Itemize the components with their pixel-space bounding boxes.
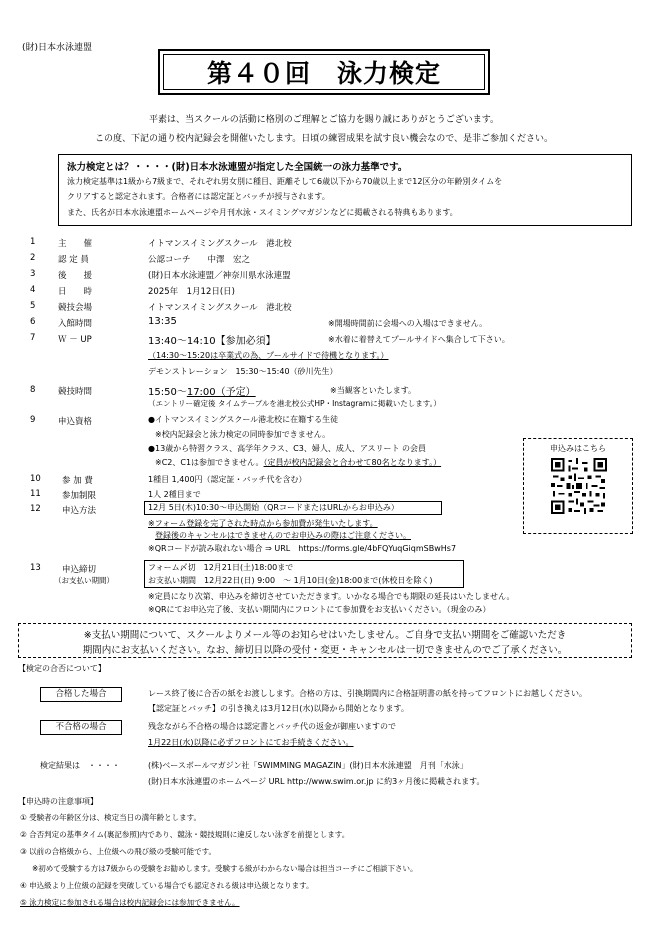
- capacity-note: （定員が校内記録会と合わせて80名となります。）: [263, 458, 442, 467]
- fail-line-2: 1月22日(水)以降に必ずフロントにてお手続きください。: [148, 738, 354, 747]
- payment-period: お支払い期間 12月22日(日) 9:00 ～ 1月10日(金)18:00まで(休校日を除く): [148, 576, 433, 585]
- deadline-note-1: ※定員になり次第、申込みを締切させていただきます。いかなる場合でも期限の延長はいたしません。: [148, 592, 515, 601]
- note-item: ② 合否判定の基準タイム(裏記参照)内であり、競泳・競技規則に違反しない泳ぎを前提とします。: [20, 830, 350, 839]
- item-value: イトマンスイミングスクール 港北校: [148, 239, 292, 249]
- pass-line-1: レース終了後に合否の紙をお渡しします。合格の方は、引換期間内に合格証明書の紙を持ってフロントにお越しください。: [148, 689, 587, 698]
- item-label-sub: （お支払い期間）: [54, 576, 114, 585]
- item-number: 6: [30, 317, 36, 327]
- item-label: 競技時間: [58, 387, 93, 397]
- item-note: ※開場時間前に会場への入場はできません。: [328, 319, 488, 328]
- item-number: 7: [30, 333, 36, 343]
- item-label: 入館時間: [58, 319, 93, 329]
- item-label: 参加制限: [62, 491, 97, 501]
- form-note: [148, 518, 378, 529]
- note-item: ⑤ 泳力検定に参加される場合は校内記録会には参加できません。: [20, 898, 240, 907]
- wup-sub-1: （14:30～15:20は卒業式の為、プールサイドで待機となります。）: [148, 351, 389, 360]
- publish-line-1: (株)ベースボールマガジン社「SWIMMING MAGAZIN」(財)日本水泳連盟 月刊「水泳」: [148, 761, 468, 770]
- item-label: Ｗ － UP: [58, 335, 92, 345]
- item-label: 申込締切: [62, 565, 97, 575]
- info-box: [58, 154, 632, 226]
- intro-line-2: この度、下記の通り校内記録会を開催いたします。日頃の練習成果を試す良い機会なので、是非ご参加ください。: [94, 134, 554, 144]
- note-item: ※初めて受験する方は7級からの受験をお勧めします。受験する級がわからない場合は担当コーチにご相談下さい。: [32, 864, 418, 873]
- info-line-3: また、氏名が日本水泳連盟ホームページや月刊水泳・スイミングマガジンなどに掲載される特典もあります。: [67, 208, 458, 217]
- fee-note: ※フォーム登録を完了された時点から参加費が発生いたします。: [148, 519, 378, 528]
- publish-line-2: (財)日本水泳連盟のホームページ URL http://www.swim.or.jp に約3ヶ月後に掲載されます。: [148, 777, 485, 786]
- wup-sub-2: デモンストレーション 15:30～15:40（砂川先生）: [148, 367, 338, 376]
- cancel-note: 登録後のキャンセルはできませんのでお申込みの際はご注意ください。: [155, 531, 411, 540]
- notice-line-1: ※支払い期間について、スクールよりメール等のお知らせはいたしません。ご自身で支払い期間をご確認いただき: [83, 630, 567, 641]
- item-value: 公認コーチ 中澤 宏之: [148, 255, 251, 265]
- intro-line-1: 平素は、当スクールの活動に格別のご理解とご協力を賜り誠にありがとうございます。: [148, 115, 500, 125]
- item-label: 申込方法: [62, 506, 97, 516]
- title-frame: [158, 49, 490, 95]
- info-line-1: 泳力検定基準は1級から7級まで、それぞれ男女別に種目、距離そして6歳以下から70歳以上まで12区分の年齢別タイムを: [67, 177, 503, 186]
- pass-line-2: 【認定証とバッチ】の引き換えは3月12日(水)以降から開始となります。: [148, 704, 409, 713]
- item-value: [148, 383, 256, 398]
- item-number: 5: [30, 301, 36, 311]
- info-heading: 泳力検定とは？・・・・(財)日本水泳連盟が指定した全国統一の泳力基準です。: [67, 162, 408, 173]
- form-deadline: フォーム〆切 12月21日(土)18:00まで: [148, 563, 294, 572]
- item-label: 競技会場: [58, 303, 93, 313]
- item-note: ※水着に着替えてプールサイドへ集合して下さい。: [328, 335, 510, 344]
- item-number: 12: [30, 504, 41, 514]
- item-value: 13:40～14:10【参加必須】: [148, 336, 276, 347]
- qr-panel: [523, 438, 633, 534]
- eligibility-line-1: ●イトマンスイミングスクール港北校に在籍する生徒: [148, 415, 339, 424]
- note-item: ① 受験者の年齢区分は、検定当日の満年齢とします。: [20, 813, 202, 822]
- form-url[interactable]: ※QRコードが読み取れない場合 ⇒ URL https://forms.gle/4bFQYuqGiqmSBwHs7: [148, 544, 457, 553]
- deadline-note-2: ※QRにてお申込完了後、支払い期間内にフロントにて参加費をお支払いください。（現金のみ）: [148, 605, 491, 614]
- item-number: 4: [30, 285, 36, 295]
- organization-label: (財)日本水泳連盟: [22, 43, 93, 53]
- qr-code-icon[interactable]: [551, 458, 607, 514]
- page-title: 第４０回 泳力検定: [163, 54, 485, 90]
- result-heading: 【検定の合否について】: [18, 664, 106, 673]
- item-number: 8: [30, 385, 36, 395]
- item-number: 2: [30, 253, 36, 263]
- publish-label: 検定結果は ・・・・: [40, 761, 120, 770]
- item-value: 13:35: [148, 316, 177, 327]
- info-line-2: クリアすると認定されます。合格者には認定証とバッチが授与されます。: [67, 192, 330, 201]
- fail-label: 不合格の場合: [40, 720, 122, 735]
- item-label: 後 援: [58, 271, 93, 281]
- eligibility-note: ※C2、C1は参加できません。: [155, 458, 264, 467]
- item-value: (財)日本水泳連盟／神奈川県水泳連盟: [148, 271, 291, 281]
- item-number: 1: [30, 237, 36, 247]
- note-item: ③ 以前の合格級から、上位級への飛び級の受験可能です。: [20, 847, 217, 856]
- item-label: 申込資格: [58, 417, 93, 427]
- deadline-box: [144, 560, 464, 588]
- qr-label: 申込みはこちら: [550, 444, 606, 453]
- notice-line-2: 期間内にお支払いください。なお、締切日以降の受付・変更・キャンセルは一切できませんのでご了承ください。: [82, 645, 568, 656]
- item-label: 認 定 員: [58, 255, 89, 265]
- item-value: 1種目 1,400円（認定証・バッチ代を含む）: [148, 475, 307, 484]
- notes-heading: 【申込時の注意事項】: [18, 797, 98, 806]
- item-note: ※当観客といたします。: [330, 386, 417, 395]
- eligibility-line-3: ●13歳から特習クラス、高学年クラス、C3、婦人、成人、アスリート の会員: [148, 444, 427, 453]
- item-value: 2025年 1月12日(日): [148, 287, 235, 297]
- time-end: 17:00（予定）: [186, 387, 256, 398]
- item-number: 10: [30, 474, 41, 484]
- item-number: 9: [30, 415, 36, 425]
- item-number: 11: [30, 489, 41, 499]
- pass-label: 合格した場合: [40, 687, 122, 702]
- time-start: 15:50～: [148, 387, 187, 398]
- item-label: 日 時: [58, 287, 93, 297]
- item-label: 主 催: [58, 239, 93, 249]
- note-item: ④ 申込級より上位級の記録を突破している場合でも認定される級は申込級となります。: [20, 881, 314, 890]
- item-value: イトマンスイミングスクール 港北校: [148, 303, 292, 313]
- fail-line-1: 残念ながら不合格の場合は認定書とバッチ代の返金が御座いますので: [148, 722, 396, 731]
- item-number: 3: [30, 269, 36, 279]
- eligibility-line-2: ※校内記録会と泳力検定の同時参加できません。: [155, 430, 331, 439]
- payment-notice: [18, 623, 632, 658]
- item-label: 参 加 費: [62, 476, 93, 486]
- item8-sub: （エントリー確定後 タイムテーブルを港北校公式HP・Instagramに掲載いたします。）: [148, 399, 441, 408]
- eligibility-line-4: [155, 457, 441, 468]
- item-value: 1人 2種目まで: [148, 490, 201, 499]
- application-start-box: 12月 5日(木)10:30～申込開始（QRコードまたはURLからお申込み）: [144, 501, 442, 515]
- item-number: 13: [30, 563, 41, 573]
